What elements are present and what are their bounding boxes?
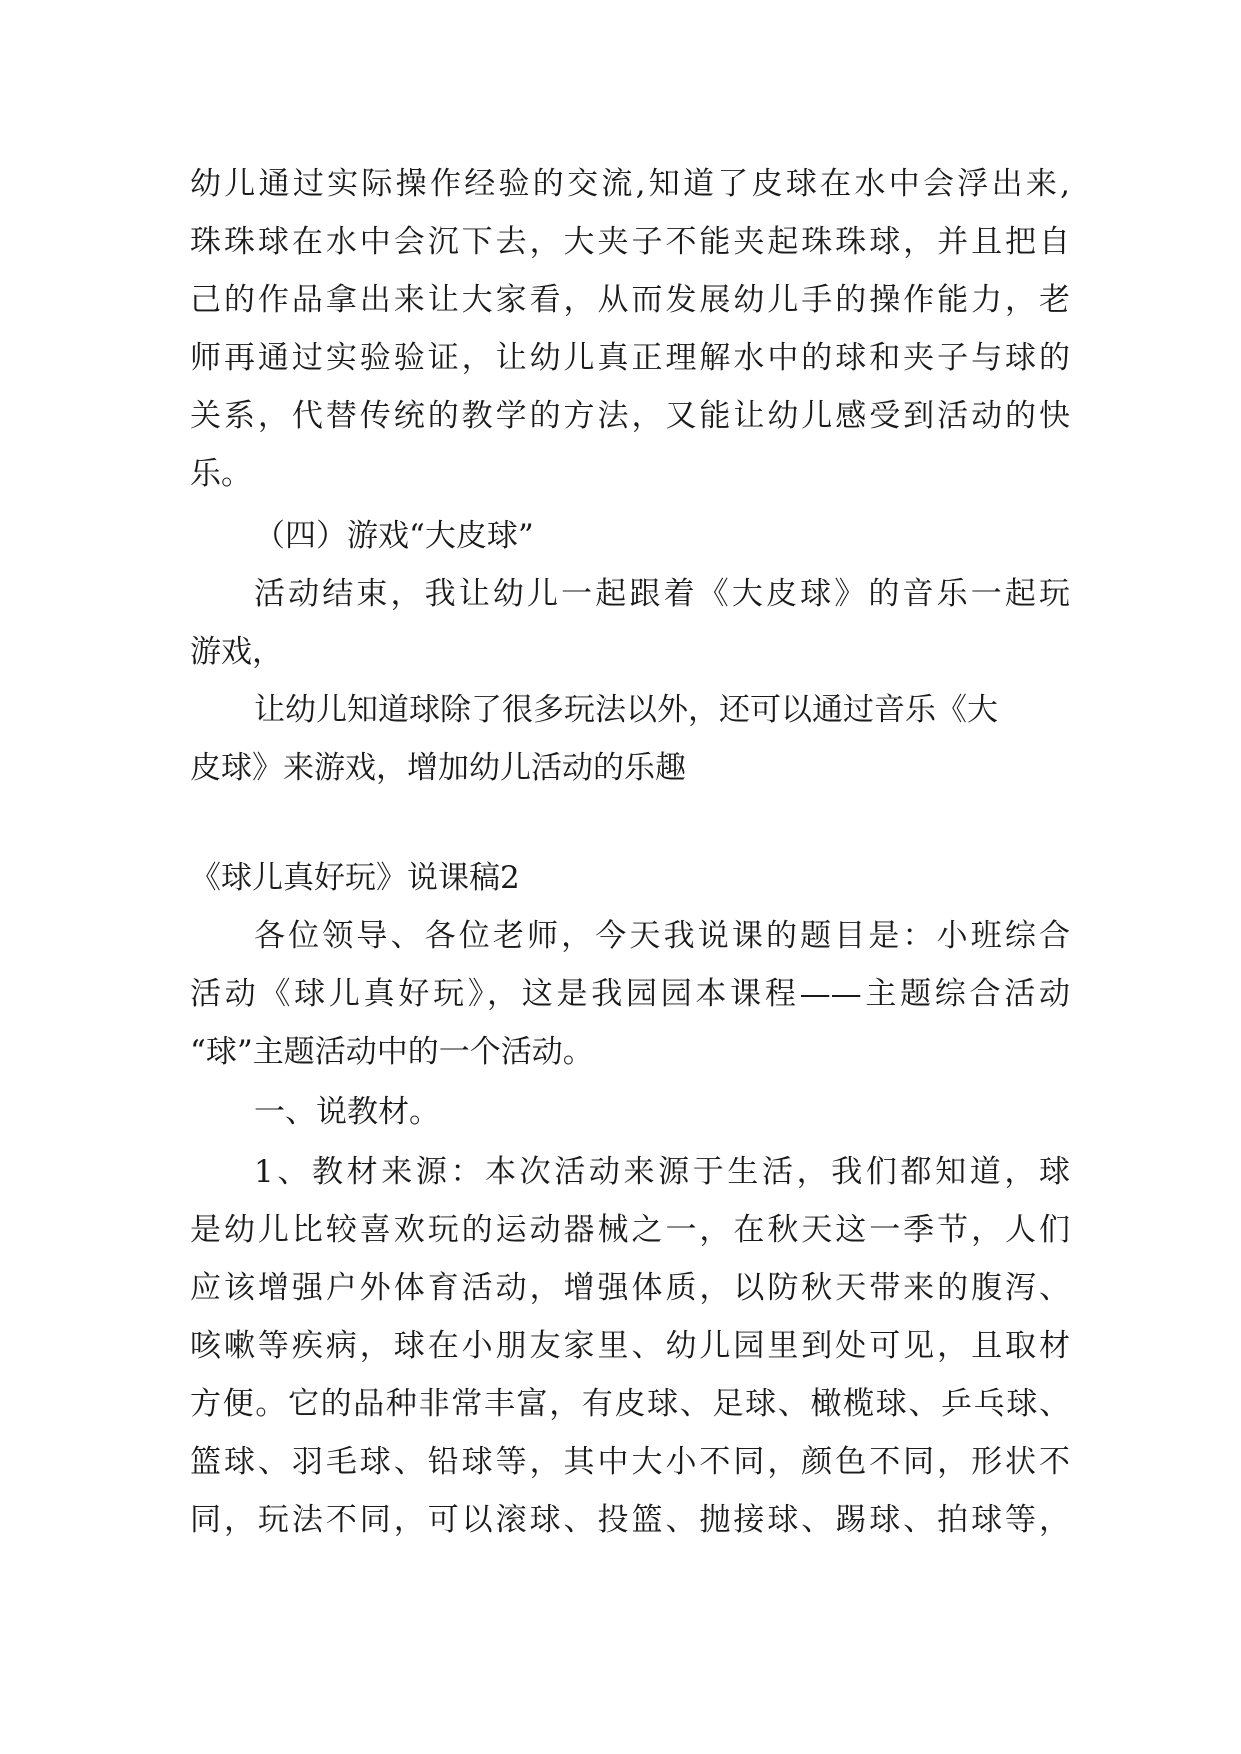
paragraph-line: 游戏， xyxy=(190,634,283,670)
section-heading: （四）游戏“大皮球” xyxy=(254,518,534,554)
paragraph-line: 关系，代替传统的教学的方法，又能让幼儿感受到活动的快 xyxy=(190,398,1070,434)
paragraph-line: 篮球、羽毛球、铅球等，其中大小不同，颜色不同，形状不 xyxy=(190,1444,1070,1480)
paragraph-line: 是幼儿比较喜欢玩的运动器械之一，在秋天这一季节，人们 xyxy=(190,1212,1070,1248)
paragraph-line: 应该增强户外体育活动，增强体质，以防秋天带来的腹泻、 xyxy=(190,1270,1070,1306)
paragraph-line: 同，玩法不同，可以滚球、投篮、抛接球、踢球、拍球等， xyxy=(190,1502,1070,1538)
paragraph-line: 让幼儿知道球除了很多玩法以外，还可以通过音乐《大 xyxy=(254,692,998,728)
paragraph-line: 活动《球儿真好玩》，这是我园园本课程——主题综合活动 xyxy=(190,976,1070,1012)
document-title: 《球儿真好玩》说课稿2 xyxy=(190,860,520,896)
paragraph-line: 师再通过实验验证，让幼儿真正理解水中的球和夹子与球的 xyxy=(190,340,1070,376)
paragraph-line: 乐。 xyxy=(190,456,252,492)
paragraph-line: 方便。它的品种非常丰富，有皮球、足球、橄榄球、乒乓球、 xyxy=(190,1386,1070,1422)
paragraph-line: 活动结束，我让幼儿一起跟着《大皮球》的音乐一起玩 xyxy=(254,576,1070,612)
paragraph-line: 1、教材来源：本次活动来源于生活，我们都知道，球 xyxy=(254,1154,1070,1190)
paragraph-line: 各位领导、各位老师，今天我说课的题目是：小班综合 xyxy=(254,918,1070,954)
paragraph-line: 幼儿通过实际操作经验的交流,知道了皮球在水中会浮出来, xyxy=(190,166,1070,202)
paragraph-line: 珠珠球在水中会沉下去，大夹子不能夹起珠珠球，并且把自 xyxy=(190,224,1070,260)
paragraph-line: “球”主题活动中的一个活动。 xyxy=(190,1034,594,1070)
section-heading: 一、说教材。 xyxy=(254,1094,440,1130)
paragraph-line: 己的作品拿出来让大家看，从而发展幼儿手的操作能力，老 xyxy=(190,282,1070,318)
paragraph-line: 咳嗽等疾病，球在小朋友家里、幼儿园里到处可见，且取材 xyxy=(190,1328,1070,1364)
paragraph-line: 皮球》来游戏，增加幼儿活动的乐趣 xyxy=(190,750,686,786)
